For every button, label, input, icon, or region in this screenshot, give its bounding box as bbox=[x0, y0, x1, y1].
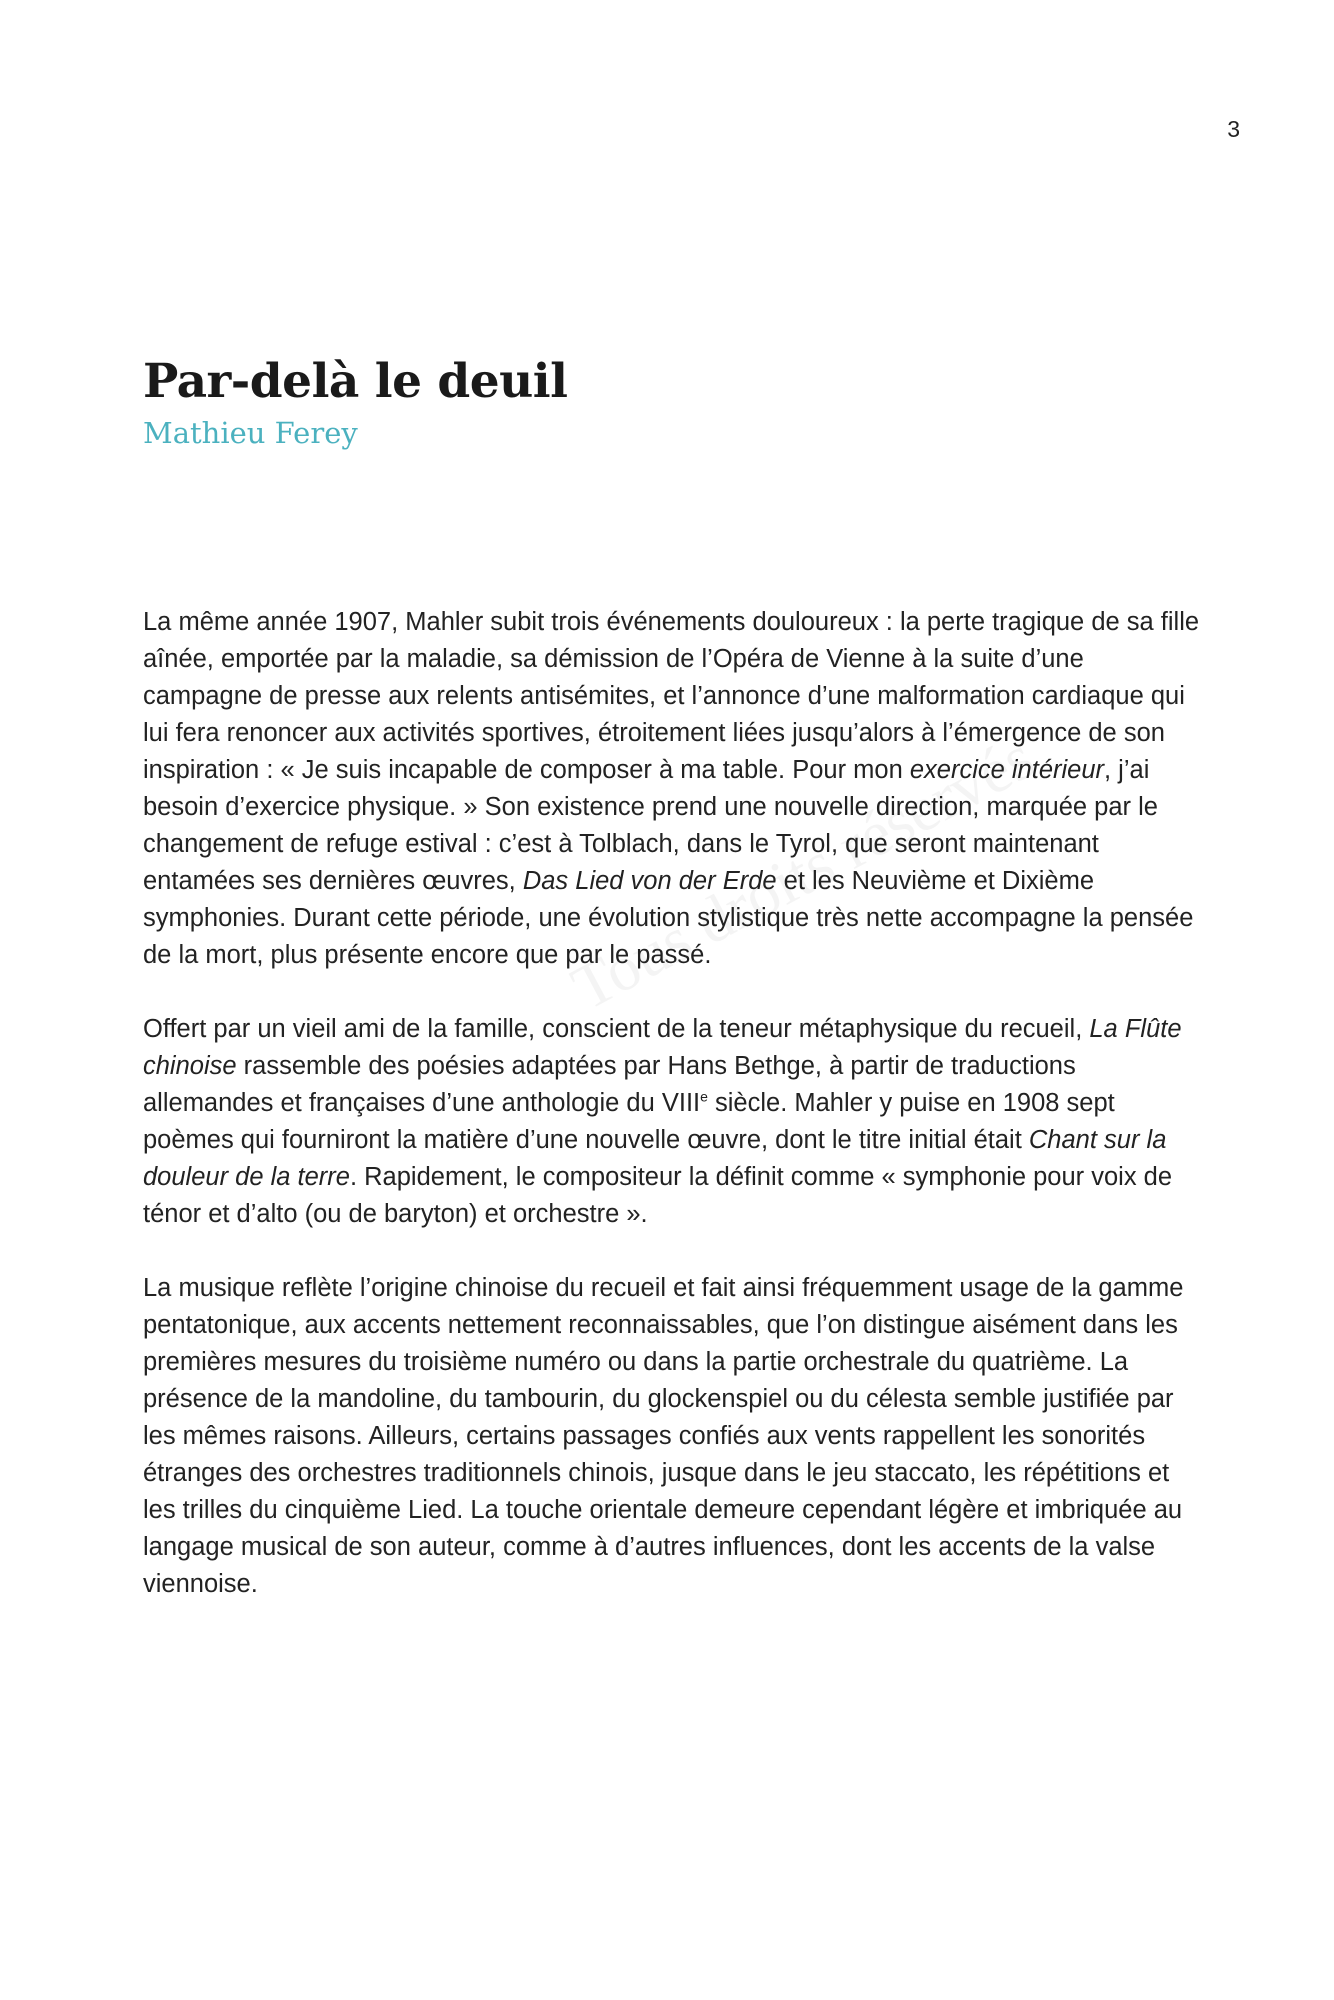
italic-title: exercice intérieur bbox=[909, 756, 1105, 784]
paragraph bbox=[143, 604, 1203, 974]
text-run: La musique reflète l’origine chinoise du recueil et fait ainsi fréquemment usage de la gamme pentatonique, aux accents nettement reconnaissables, que l’on distingue aisément dans les premières mesures du troisième numéro ou dans la partie orchestrale du quatrième. La présence de la mandoline, du tambourin, du glockenspiel ou du célesta semble justifiée par les mêmes raisons. Ailleurs, certains passages confiés aux vents rappellent les sonorités étranges des orchestres traditionnels chinois, jusque dans le jeu staccato, les répétitions et les trilles du cinquième Lied. La touche orientale demeure cependant légère et imbriquée au langage musical de son auteur, comme à d’autres influences, dont les accents de la valse viennoise. bbox=[143, 1274, 1184, 1598]
superscript: e bbox=[700, 1088, 708, 1105]
paragraph bbox=[143, 1270, 1203, 1603]
text-run: et les Neuvième et Dixième symphonies. Durant cette période, une évolution stylistique très nette accompagne la pensée de la mort, plus présente encore que par le passé. bbox=[143, 867, 1194, 969]
text-run: siècle. Mahler y puise en 1908 sept poèmes qui fourniront la matière d’une nouvelle œuvre, dont le titre initial était bbox=[143, 1089, 1115, 1154]
article-body bbox=[143, 604, 1203, 1640]
text-run: rassemble des poésies adaptées par Hans Bethge, à partir de traductions allemandes et françaises d’une anthologie du VIII bbox=[143, 1052, 1076, 1117]
author-name: Mathieu Ferey bbox=[143, 416, 358, 450]
text-run: . Rapidement, le compositeur la définit comme « symphonie pour voix de ténor et d’alto (ou de baryton) et orchestre ». bbox=[143, 1163, 1173, 1228]
page-number: 3 bbox=[1227, 116, 1240, 142]
italic-title: Chant sur la douleur de la terre bbox=[143, 1126, 1167, 1191]
article-title: Par-delà le deuil bbox=[143, 354, 568, 409]
text-run: , j’ai besoin d’exercice physique. » Son existence prend une nouvelle direction, marquée par le changement de refuge estival : c’est à Tolblach, dans le Tyrol, que seront maintenant entamées ses dernières œuvres, bbox=[143, 756, 1158, 895]
italic-title: Das Lied von der Erde bbox=[522, 867, 777, 895]
paragraph bbox=[143, 1011, 1203, 1233]
italic-title: La Flûte chinoise bbox=[143, 1015, 1182, 1080]
text-run: Offert par un vieil ami de la famille, conscient de la teneur métaphysique du recueil, bbox=[143, 1015, 1090, 1043]
text-run: La même année 1907, Mahler subit trois événements douloureux : la perte tragique de sa fille aînée, emportée par la maladie, sa démission de l’Opéra de Vienne à la suite d’une campagne de presse aux relents antisémites, et l’annonce d’une malformation cardiaque qui lui fera renoncer aux activités sportives, étroitement liées jusqu’alors à l’émergence de son inspiration : « Je suis incapable de composer à ma table. Pour mon bbox=[143, 608, 1200, 784]
